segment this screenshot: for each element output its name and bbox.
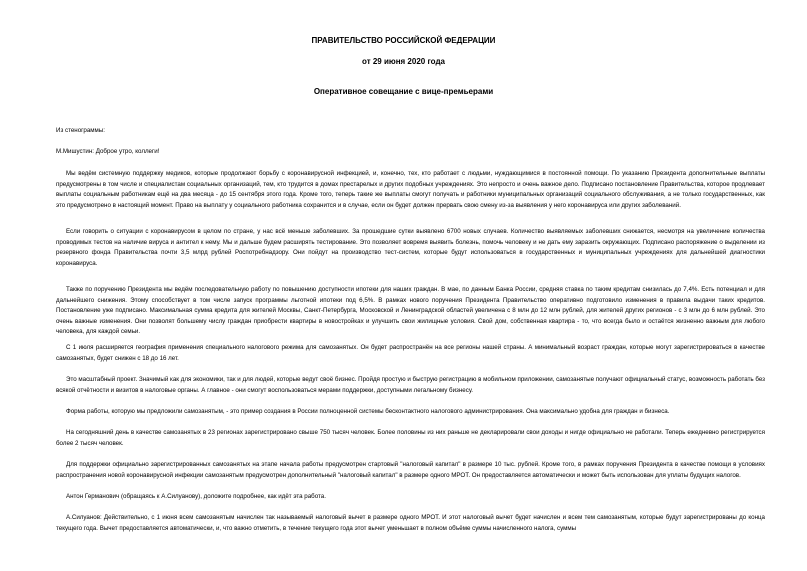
paragraph-siluanov-reply: А.Силуанов: Действительно, с 1 июня всем самозанятым начислен так называемый налоговый вычет в размере одного МРОТ. И этот налоговый вычет будет начислен и всем тем самозанятым, которые будут зарегистрированы до конца текущего года. Вычет предоставляется автоматически, и, что важно отметить, в течение текущего года этот вычет уменьшает в полном объёме суммы начисленного налога, суммы (56, 514, 765, 532)
paragraph-large-project: Это масштабный проект. Значимый как для экономики, так и для людей, которые ведут своё бизнес. Пройдя простую и быструю регистрацию в мобильном приложении, самозанятые получают официальный статус, возможность работать без всякой отчётности и визитов в налоговые органы. А главное - они смогут воспользоваться мерами поддержки, доступными легальному бизнесу. (56, 376, 765, 394)
paragraph-address-siluanov: Антон Германович (обращаясь к А.Силуанову), доложите подробнее, как идёт эта работа. (66, 493, 326, 500)
paragraph-registrations: На сегодняшний день в качестве самозанятых в 23 регионах зарегистрировано свыше 750 тысяч человек. Более половины из них раньше не декларировали свои доходы и нигде официально не работали. Теперь ежедневно регистрируется более 2 тысяч человек. (56, 429, 765, 447)
paragraph-contactless-admin: Форма работы, которую мы предложили самозанятым, - это пример создания в России полноценной системы бесконтактного налогового администрирования. Она максимально удобна для граждан и бизнеса. (66, 408, 670, 415)
document-date: от 29 июня 2020 года (362, 57, 445, 66)
document-title: Оперативное совещание с вице-премьерами (313, 87, 494, 96)
paragraph-mortgage: Также по поручению Президента мы ведём последовательную работу по повышению доступности ипотеки для наших граждан. В мае, по данным Банка России, средняя ставка по таким кредитам снизилась до 7,4%. Есть потенциал и для дальнейшего снижения. Этому способствует в том числе запуск программы льготной ипотеки под 6,5%. В рамках нового поручения Президента Правительство оперативно подготовило изменения в правила выдачи таких кредитов. Постановление уже подписано. Максимальная сумма кредита для жителей Москвы, Санкт-Петербурга, Московской и Ленинградской областей увеличена с 8 млн до 12 млн рублей, для жителей других регионов - с 3 млн до 6 млн рублей. Это очень важные изменения. Они позволят большему числу граждан приобрести квартиры в новостройках и улучшить свои жилищные условия. Свой дом, собственная квартира - то, что всегда было и остаётся жизненно важным для любого человека, для каждой семьи. (56, 286, 765, 336)
paragraph-medics: Мы ведём системную поддержку медиков, которые продолжают борьбу с коронавирусной инфекцией, и, конечно, тех, кто работает с людьми, нуждающимися в постоянной помощи. По указанию Президента дополнительные выплаты предусмотрены в том числе и специалистам социальных организаций, тем, кто трудится в домах престарелых и других подобных учреждениях. Это непросто и очень важное дело. Подписано постановление Правительства, которое продлевает выплаты социальным работникам ещё на два месяца - до 15 сентября этого года. Кроме того, теперь такие же выплаты смогут получать и работники муниципальных организаций социального обслуживания, а не только государственных, как это предусмотрено в настоящий момент. Право на выплату у социального работника сохранится и в случае, если он будет должен прервать свою смену из-за выявления у него коронавируса или других заболеваний. (56, 170, 765, 209)
transcript-intro: Из стенограммы: (56, 127, 105, 134)
government-heading: ПРАВИТЕЛЬСТВО РОССИЙСКОЙ ФЕДЕРАЦИИ (311, 36, 496, 45)
paragraph-coronavirus: Если говорить о ситуации с коронавирусом в целом по стране, у нас всё меньше заболевших. За прошедшие сутки выявлено 6700 новых случаев. Количество выявляемых заболевших снижается, несмотря на увеличение количества проводимых тестов на наличие вируса и антител к нему. Мы и дальше будем расширять тестирование. Это позволяет вовремя выявить болезнь, помочь человеку и не дать ему заразить окружающих. Подписано распоряжение о выделении из резервного фонда Правительства почти 3,5 млрд рублей Роспотребнадзору. Они пойдут на производство тест-систем, которые будут использоваться в государственных и муниципальных учреждениях для дальнейшей диагностики коронавируса. (56, 228, 765, 267)
greeting-line: М.Мишустин: Доброе утро, коллеги! (56, 148, 160, 155)
paragraph-tax-capital: Для поддержки официально зарегистрированных самозанятых на этапе начала работы предусмотрен стартовый "налоговый капитал" в размере 10 тыс. рублей. Кроме того, в рамках поручения Президента в качестве помощи в условиях распространения новой коронавирусной инфекции самозанятым предусмотрен дополнительный "налоговый капитал" в размере одного МРОТ. Он предоставляется автоматически и может быть использован для уплаты будущих налогов. (56, 461, 765, 479)
paragraph-self-employed-regime: С 1 июля расширяется география применения специального налогового режима для самозанятых. Он будет распространён на все регионы нашей страны. А минимальный возраст граждан, которые могут зарегистрироваться в качестве самозанятых, будет снижен с 18 до 16 лет. (56, 344, 765, 362)
